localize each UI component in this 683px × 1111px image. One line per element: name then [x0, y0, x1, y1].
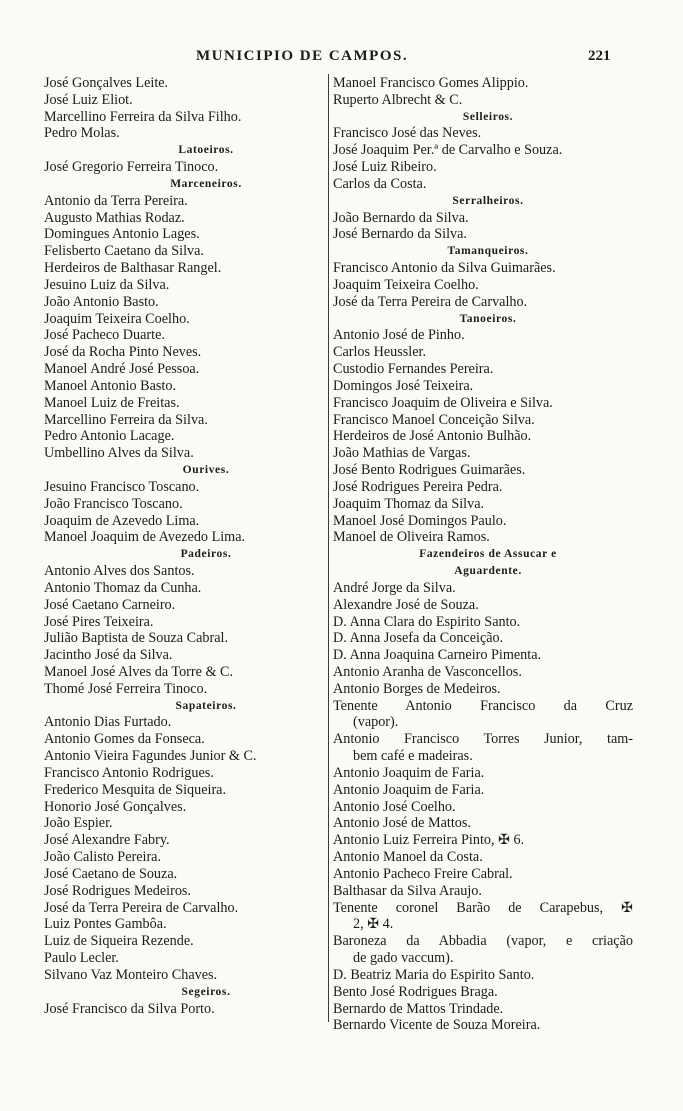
directory-entry: Antonio Alves dos Santos.	[44, 563, 195, 580]
directory-entry: Baroneza da Abbadia (vapor, e criação	[333, 933, 633, 950]
trade-heading: Sapateiros.	[175, 699, 237, 712]
directory-entry: Antonio Joaquim de Faria.	[333, 781, 485, 798]
directory-entry: José Pires Teixeira.	[44, 613, 154, 630]
directory-entry: Domingos José Teixeira.	[333, 377, 474, 394]
directory-entry: José Luiz Ribeiro.	[333, 159, 437, 176]
directory-entry: Antonio José Coelho.	[333, 798, 456, 815]
directory-entry: Ruperto Albrecht & C.	[333, 91, 463, 108]
directory-entry: Joaquim Teixeira Coelho.	[333, 276, 479, 293]
directory-entry: Manoel José Domingos Paulo.	[333, 512, 507, 529]
directory-entry: Thomé José Ferreira Tinoco.	[44, 680, 208, 697]
directory-entry: D. Beatriz Maria do Espirito Santo.	[333, 966, 535, 983]
directory-entry: Antonio Gomes da Fonseca.	[44, 731, 205, 748]
directory-entry: Bernardo Vicente de Souza Moreira.	[333, 1017, 541, 1034]
right-column	[333, 75, 633, 1034]
entry-continuation: 2, ✠ 4.	[353, 916, 394, 933]
directory-entry: Francisco Manoel Conceição Silva.	[333, 411, 535, 428]
directory-entry: José da Rocha Pinto Neves.	[44, 344, 202, 361]
trade-heading: Padeiros.	[180, 548, 232, 561]
directory-entry: Manoel Antonio Basto.	[44, 377, 177, 394]
directory-entry: Antonio Pacheco Freire Cabral.	[333, 865, 513, 882]
directory-entry: Domingues Antonio Lages.	[44, 226, 200, 243]
directory-entry: João Francisco Toscano.	[44, 495, 183, 512]
directory-entry: Custodio Fernandes Pereira.	[333, 361, 494, 378]
entry-continuation: de gado vaccum).	[353, 950, 454, 967]
trade-heading: Marceneiros.	[170, 177, 242, 190]
directory-entry: Antonio da Terra Pereira.	[44, 192, 188, 209]
page-number: 221	[588, 48, 611, 64]
directory-entry: José Alexandre Fabry.	[44, 832, 170, 849]
directory-entry: D. Anna Joaquina Carneiro Pimenta.	[333, 647, 542, 664]
directory-entry: Antonio Borges de Medeiros.	[333, 680, 501, 697]
trade-heading: Fazendeiros de Assucar e	[419, 548, 557, 561]
directory-entry: João Bernardo da Silva.	[333, 209, 469, 226]
directory-entry: Alexandre José de Souza.	[333, 596, 479, 613]
directory-entry: Joaquim de Azevedo Lima.	[44, 512, 200, 529]
trade-heading: Serralheiros.	[452, 194, 524, 207]
directory-entry: Manoel André José Pessoa.	[44, 361, 200, 378]
directory-entry: Francisco Antonio Rodrigues.	[44, 764, 214, 781]
trade-heading: Selleiros.	[462, 110, 514, 123]
directory-entry: Herdeiros de Balthasar Rangel.	[44, 260, 222, 277]
directory-entry: Antonio Joaquim de Faria.	[333, 764, 485, 781]
directory-entry: João Espier.	[44, 815, 113, 832]
directory-entry: Antonio Francisco Torres Junior, tam-	[333, 731, 633, 748]
page-title: MUNICIPIO DE CAMPOS.	[196, 48, 409, 64]
directory-entry: Joaquim Thomaz da Silva.	[333, 495, 485, 512]
directory-entry: José Rodrigues Medeiros.	[44, 882, 191, 899]
directory-entry: José Gonçalves Leite.	[44, 75, 169, 91]
directory-entry: Francisco Antonio da Silva Guimarães.	[333, 260, 556, 277]
directory-entry: Pedro Antonio Lacage.	[44, 428, 175, 445]
directory-entry: Joaquim Teixeira Coelho.	[44, 310, 190, 327]
directory-entry: João Antonio Basto.	[44, 293, 159, 310]
directory-entry: Antonio Luiz Ferreira Pinto, ✠ 6.	[333, 832, 525, 849]
directory-entry: José Joaquim Per.ª de Carvalho e Souza.	[333, 142, 563, 159]
trade-heading: Latoeiros.	[178, 144, 234, 157]
directory-entry: Frederico Mesquita de Siqueira.	[44, 781, 227, 798]
directory-entry: Balthasar da Silva Araujo.	[333, 882, 482, 899]
directory-entry: José Rodrigues Pereira Pedra.	[333, 478, 503, 495]
directory-entry: Honorio José Gonçalves.	[44, 798, 187, 815]
directory-entry: Francisco José das Neves.	[333, 125, 482, 142]
directory-entry: D. Anna Clara do Espirito Santo.	[333, 613, 521, 630]
directory-entry: Umbellino Alves da Silva.	[44, 445, 194, 462]
directory-entry: João Calisto Pereira.	[44, 849, 162, 866]
directory-entry: José da Terra Pereira de Carvalho.	[333, 293, 528, 310]
directory-entry: Tenente Antonio Francisco da Cruz	[333, 697, 633, 714]
directory-entry: Manoel José Alves da Torre & C.	[44, 663, 234, 680]
directory-entry: Manoel Joaquim de Avezedo Lima.	[44, 529, 246, 546]
directory-entry: Silvano Vaz Monteiro Chaves.	[44, 966, 218, 983]
directory-entry: Herdeiros de José Antonio Bulhão.	[333, 428, 532, 445]
directory-entry: José Luiz Eliot.	[44, 91, 133, 108]
trade-heading: Tanoeiros.	[459, 312, 517, 325]
column-divider	[328, 74, 329, 1022]
directory-entry: Antonio José de Mattos.	[333, 815, 471, 832]
directory-entry: José Gregorio Ferreira Tinoco.	[44, 159, 219, 176]
directory-entry: Luiz de Siqueira Rezende.	[44, 933, 194, 950]
directory-entry: Manoel Luiz de Freitas.	[44, 394, 180, 411]
directory-entry: Carlos da Costa.	[333, 175, 427, 192]
trade-heading: Ourives.	[182, 464, 230, 477]
directory-entry: D. Anna Josefa da Conceição.	[333, 630, 504, 647]
directory-entry: Luiz Pontes Gambôa.	[44, 916, 167, 933]
directory-entry: José Caetano Carneiro.	[44, 596, 176, 613]
directory-entry: João Mathias de Vargas.	[333, 445, 471, 462]
directory-entry: José da Terra Pereira de Carvalho.	[44, 899, 239, 916]
directory-entry: Julião Baptista de Souza Cabral.	[44, 630, 229, 647]
trade-heading: Aguardente.	[454, 565, 522, 578]
directory-entry: José Bento Rodrigues Guimarães.	[333, 462, 526, 479]
directory-entry: José Francisco da Silva Porto.	[44, 1000, 215, 1017]
directory-entry: Bento José Rodrigues Braga.	[333, 983, 498, 1000]
trade-heading: Segeiros.	[181, 985, 231, 998]
directory-entry: Manoel Francisco Gomes Alippio.	[333, 75, 529, 91]
directory-entry: Antonio Dias Furtado.	[44, 714, 172, 731]
directory-entry: Augusto Mathias Rodaz.	[44, 209, 185, 226]
directory-entry: Pedro Molas.	[44, 125, 120, 142]
directory-entry: Manoel de Oliveira Ramos.	[333, 529, 490, 546]
directory-entry: José Bernardo da Silva.	[333, 226, 467, 243]
directory-entry: José Pacheco Duarte.	[44, 327, 165, 344]
entry-continuation: (vapor).	[353, 714, 399, 731]
directory-entry: Carlos Heussler.	[333, 344, 426, 361]
directory-entry: Jacintho José da Silva.	[44, 647, 173, 664]
directory-entry: Marcellino Ferreira da Silva.	[44, 411, 208, 428]
directory-entry: Paulo Lecler.	[44, 950, 119, 967]
directory-entry: Antonio Aranha de Vasconcellos.	[333, 663, 522, 680]
directory-entry: Antonio Vieira Fagundes Junior & C.	[44, 748, 257, 765]
directory-entry: Antonio Thomaz da Cunha.	[44, 579, 202, 596]
directory-entry: Tenente coronel Barão de Carapebus, ✠	[333, 899, 633, 916]
entry-continuation: bem café e madeiras.	[353, 748, 473, 765]
page-header	[0, 48, 683, 68]
directory-entry: Antonio Manoel da Costa.	[333, 849, 483, 866]
left-column	[44, 75, 328, 1017]
directory-entry: Francisco Joaquim de Oliveira e Silva.	[333, 394, 553, 411]
directory-entry: José Caetano de Souza.	[44, 865, 178, 882]
trade-heading: Tamanqueiros.	[447, 245, 529, 258]
directory-entry: Jesuino Luiz da Silva.	[44, 276, 170, 293]
directory-entry: Felisberto Caetano da Silva.	[44, 243, 204, 260]
directory-entry: Bernardo de Mattos Trindade.	[333, 1000, 504, 1017]
directory-entry: Marcellino Ferreira da Silva Filho.	[44, 108, 242, 125]
directory-entry: André Jorge da Silva.	[333, 579, 456, 596]
directory-entry: Jesuino Francisco Toscano.	[44, 478, 200, 495]
directory-entry: Antonio José de Pinho.	[333, 327, 465, 344]
